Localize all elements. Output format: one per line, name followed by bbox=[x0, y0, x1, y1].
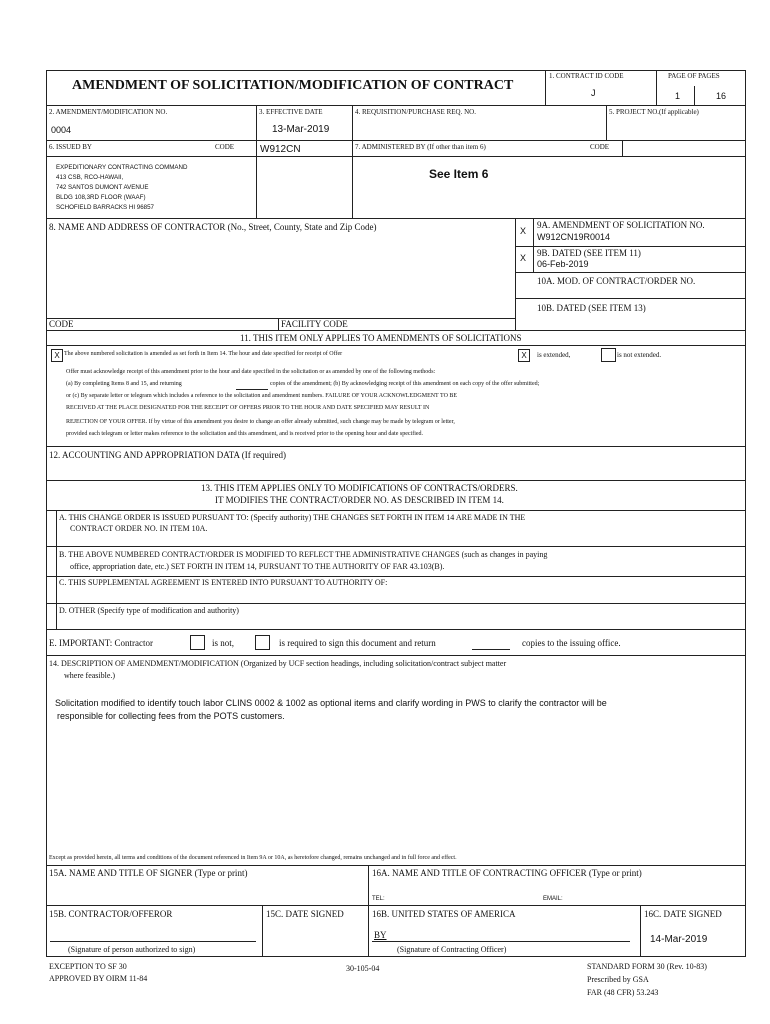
approved-text: APPROVED BY OIRM 11-84 bbox=[49, 974, 148, 983]
page-value: 1 bbox=[675, 91, 681, 101]
rule-13b-bottom bbox=[46, 576, 746, 577]
copies-blank bbox=[236, 389, 268, 390]
extended-label: is extended, bbox=[537, 351, 571, 359]
rule-14-bottom bbox=[46, 865, 746, 866]
vrule-16c bbox=[640, 905, 641, 956]
issued-code-label: CODE bbox=[215, 143, 235, 151]
border-right bbox=[745, 70, 746, 956]
item13-a-line2: CONTRACT ORDER NO. IN ITEM 10A. bbox=[70, 524, 208, 533]
dated-9b-label: 9B. DATED (SEE ITEM 11) bbox=[537, 248, 641, 258]
is-required-checkbox[interactable] bbox=[255, 635, 270, 650]
item13-a-line1: A. THIS CHANGE ORDER IS ISSUED PURSUANT TO: (Specify authority) THE CHANGES SET FORTH IN ITEM 14 ARE MADE IN THE bbox=[59, 513, 526, 522]
item13-heading-1: 13. THIS ITEM APPLIES ONLY TO MODIFICATIONS OF CONTRACTS/ORDERS. bbox=[201, 483, 518, 493]
officer-name-label: 16A. NAME AND TITLE OF CONTRACTING OFFICER (Type or print) bbox=[372, 868, 642, 878]
item13-b-line2: office, appropriation date, etc.) SET FORTH IN ITEM 14, PURSUANT TO THE AUTHORITY OF FAR 43.103(B). bbox=[70, 562, 445, 571]
vrule-header-2 bbox=[656, 70, 657, 105]
rule-e-bottom bbox=[46, 655, 746, 656]
item11-heading: 11. THIS ITEM ONLY APPLIES TO AMENDMENTS OF SOLICITATIONS bbox=[240, 333, 522, 343]
email-label: EMAIL: bbox=[543, 896, 563, 902]
amendment-9a-label: 9A. AMENDMENT OF SOLICITATION NO. bbox=[537, 220, 705, 230]
not-extended-label: is not extended. bbox=[617, 351, 662, 359]
item13-d: D. OTHER (Specify type of modification and authority) bbox=[59, 606, 239, 615]
important-label: E. IMPORTANT: Contractor bbox=[49, 638, 154, 648]
rule-13a-bottom bbox=[46, 546, 746, 547]
dated-10b-label: 10B. DATED (SEE ITEM 13) bbox=[537, 303, 646, 313]
rule-9a-bottom bbox=[515, 246, 746, 247]
description-label-2: where feasible.) bbox=[64, 671, 116, 680]
form-title: AMENDMENT OF SOLICITATION/MODIFICATION OF CONTRACT bbox=[72, 78, 514, 93]
signer-name-label: 15A. NAME AND TITLE OF SIGNER (Type or print) bbox=[49, 868, 248, 878]
amendment-9a-value: W912CN19R0014 bbox=[537, 232, 611, 242]
return-copies-blank bbox=[472, 649, 510, 650]
item11-text: The above numbered solicitation is amended as set forth in Item 14. The hour and date specified for receipt of Offer bbox=[64, 351, 343, 357]
check-9a-mark: X bbox=[520, 226, 527, 236]
mod-10a-label: 10A. MOD. OF CONTRACT/ORDER NO. bbox=[537, 276, 696, 286]
page-of-label: PAGE OF PAGES bbox=[668, 72, 720, 80]
is-required-label: is required to sign this document and return bbox=[279, 638, 436, 648]
vrule-row8 bbox=[515, 218, 516, 330]
copies-issuing-label: copies to the issuing office. bbox=[522, 638, 621, 648]
prescribed-text: Prescribed by GSA bbox=[587, 975, 649, 984]
officer-date-value: 14-Mar-2019 bbox=[650, 934, 708, 945]
issued-by-label: 6. ISSUED BY bbox=[49, 143, 92, 151]
item11-para-5: REJECTION OF YOUR OFFER. If by virtue of this amendment you desire to change an offer already submitted, such change may be made by telegram or letter, bbox=[66, 419, 455, 425]
accounting-label: 12. ACCOUNTING AND APPROPRIATION DATA (If required) bbox=[49, 450, 287, 460]
contract-id-label: 1. CONTRACT ID CODE bbox=[549, 72, 624, 80]
contractor-date-label: 15C. DATE SIGNED bbox=[266, 909, 344, 919]
rule-15a-bottom bbox=[46, 905, 746, 906]
contract-id-value: J bbox=[591, 88, 596, 98]
amended-checkbox[interactable]: X bbox=[51, 349, 63, 362]
rule-header-bottom bbox=[46, 105, 746, 106]
item11-para-6: provided each telegram or letter makes reference to the solicitation and this amendment, and is received prior to the opening hour and date specified. bbox=[66, 431, 424, 437]
dated-9b-value: 06-Feb-2019 bbox=[537, 259, 589, 269]
rule-row6-bottom bbox=[46, 218, 746, 219]
check-9b-mark: X bbox=[520, 253, 527, 263]
rule-admin-code bbox=[352, 156, 746, 157]
standard-form-text: STANDARD FORM 30 (Rev. 10-83) bbox=[587, 962, 707, 971]
rule-10a-bottom bbox=[515, 298, 746, 299]
vrule-13-indent bbox=[56, 510, 57, 629]
item11-para-3: or (c) By separate letter or telegram which includes a reference to the solicitation and amendment numbers. FAILURE OF YOUR ACKNOWLEDGMENT TO BE bbox=[66, 393, 458, 399]
contractor-code-label: CODE bbox=[49, 319, 74, 329]
rule-top bbox=[46, 70, 746, 71]
description-label-1: 14. DESCRIPTION OF AMENDMENT/MODIFICATION (Organized by UCF section headings, including solicitation/contract subject matter bbox=[49, 659, 507, 668]
rule-9b-bottom bbox=[515, 272, 746, 273]
exception-text: EXCEPTION TO SF 30 bbox=[49, 962, 127, 971]
far-text: FAR (48 CFR) 53.243 bbox=[587, 988, 659, 997]
rule-13d-bottom bbox=[46, 629, 746, 630]
issuer-line: BLDG 108,3RD FLOOR (WAAF) bbox=[56, 194, 146, 201]
signature-person-caption: (Signature of person authorized to sign) bbox=[68, 945, 196, 954]
extended-checkbox[interactable]: X bbox=[518, 349, 530, 362]
item13-b-line1: B. THE ABOVE NUMBERED CONTRACT/ORDER IS MODIFIED TO REFLECT THE ADMINISTRATIVE CHANGES (such as changes in paying bbox=[59, 550, 548, 559]
is-not-label: is not, bbox=[212, 638, 235, 648]
vrule-row2-3 bbox=[606, 105, 607, 140]
rule-row2-bottom bbox=[46, 140, 746, 141]
requisition-label: 4. REQUISITION/PURCHASE REQ. NO. bbox=[355, 108, 476, 116]
officer-signature-line bbox=[372, 941, 630, 942]
vrule-header-1 bbox=[545, 70, 546, 105]
issuer-address bbox=[56, 163, 187, 213]
item13-heading-2: IT MODIFIES THE CONTRACT/ORDER NO. AS DESCRIBED IN ITEM 14. bbox=[215, 495, 504, 505]
effective-date-label: 3. EFFECTIVE DATE bbox=[259, 108, 323, 116]
page-divider bbox=[694, 86, 695, 105]
contractor-name-label: 8. NAME AND ADDRESS OF CONTRACTOR (No., Street, County, State and Zip Code) bbox=[49, 222, 377, 232]
issuer-line: 413 CSB, RCO-HAWAII, bbox=[56, 174, 124, 181]
project-no-label: 5. PROJECT NO.(If applicable) bbox=[609, 108, 699, 116]
item11-para-4: RECEIVED AT THE PLACE DESIGNATED FOR THE RECEIPT OF OFFERS PRIOR TO THE HOUR AND DATE SPECIFIED MAY RESULT IN bbox=[66, 405, 430, 411]
item13-c: C. THIS SUPPLEMENTAL AGREEMENT IS ENTERED INTO PURSUANT TO AUTHORITY OF: bbox=[59, 578, 388, 587]
vrule-row2-2 bbox=[352, 105, 353, 218]
rule-13-head-bottom bbox=[46, 510, 746, 511]
border-left bbox=[46, 70, 47, 956]
administered-by-value: See Item 6 bbox=[429, 167, 489, 181]
description-text-2: responsible for collecting fees from the POTS customers. bbox=[57, 711, 285, 721]
vrule-16a bbox=[368, 865, 369, 956]
item11-para-2a: (a) By completing Items 8 and 15, and returning bbox=[66, 381, 182, 387]
description-text-1: Solicitation modified to identify touch labor CLINS 0002 & 1002 as optional items and clarify wording in PWS to clarify the contractor will be bbox=[55, 698, 607, 708]
admin-code-label: CODE bbox=[590, 143, 610, 151]
vrule-row2-1 bbox=[256, 105, 257, 218]
item11-para-1: Offer must acknowledge receipt of this amendment prior to the hour and date specified in the solicitation or as amended by one of the following methods: bbox=[66, 369, 436, 375]
united-states-label: 16B. UNITED STATES OF AMERICA bbox=[372, 909, 516, 919]
vrule-15c bbox=[262, 905, 263, 956]
item11-para-2b: copies of the amendment; (b) By acknowledging receipt of this amendment on each copy of the offer submitted; bbox=[270, 381, 540, 387]
effective-date-value: 13-Mar-2019 bbox=[272, 124, 330, 135]
pages-value: 16 bbox=[716, 91, 727, 101]
not-extended-checkbox[interactable] bbox=[601, 348, 616, 362]
form-code: 30-105-04 bbox=[346, 964, 380, 973]
contractor-signature-line bbox=[50, 941, 256, 942]
tel-label: TEL: bbox=[372, 896, 385, 902]
is-not-checkbox[interactable] bbox=[190, 635, 205, 650]
rule-item12-bottom bbox=[46, 480, 746, 481]
by-label: BY bbox=[374, 930, 387, 940]
amend-no-label: 2. AMENDMENT/MODIFICATION NO. bbox=[49, 108, 168, 116]
rule-13c-bottom bbox=[46, 603, 746, 604]
vrule-facility bbox=[278, 318, 279, 330]
rule-bottom bbox=[46, 956, 746, 957]
issued-code-value: W912CN bbox=[260, 144, 301, 155]
rule-item11-head-bottom bbox=[46, 345, 746, 346]
vrule-admin-code bbox=[622, 140, 623, 156]
vrule-x-col bbox=[533, 218, 534, 272]
contractor-offeror-label: 15B. CONTRACTOR/OFFEROR bbox=[49, 909, 173, 919]
rule-row8-bottom bbox=[46, 330, 746, 331]
officer-date-label: 16C. DATE SIGNED bbox=[644, 909, 722, 919]
issuer-line: SCHOFIELD BARRACKS HI 96857 bbox=[56, 204, 155, 211]
facility-code-label: FACILITY CODE bbox=[281, 319, 348, 329]
administered-by-label: 7. ADMINISTERED BY (If other than item 6) bbox=[355, 143, 486, 151]
except-provided-text: Except as provided herein, all terms and conditions of the document referenced in Item 9A or 10A, as heretofore changed, remains unchanged and in full force and effect. bbox=[49, 855, 457, 861]
rule-item11-bottom bbox=[46, 446, 746, 447]
amend-no-value: 0004 bbox=[51, 125, 72, 135]
signature-officer-caption: (Signature of Contracting Officer) bbox=[397, 945, 507, 954]
issuer-line: EXPEDITIONARY CONTRACTING COMMAND bbox=[56, 164, 188, 171]
rule-issued-code bbox=[46, 156, 352, 157]
issuer-line: 742 SANTOS DUMONT AVENUE bbox=[56, 184, 149, 191]
